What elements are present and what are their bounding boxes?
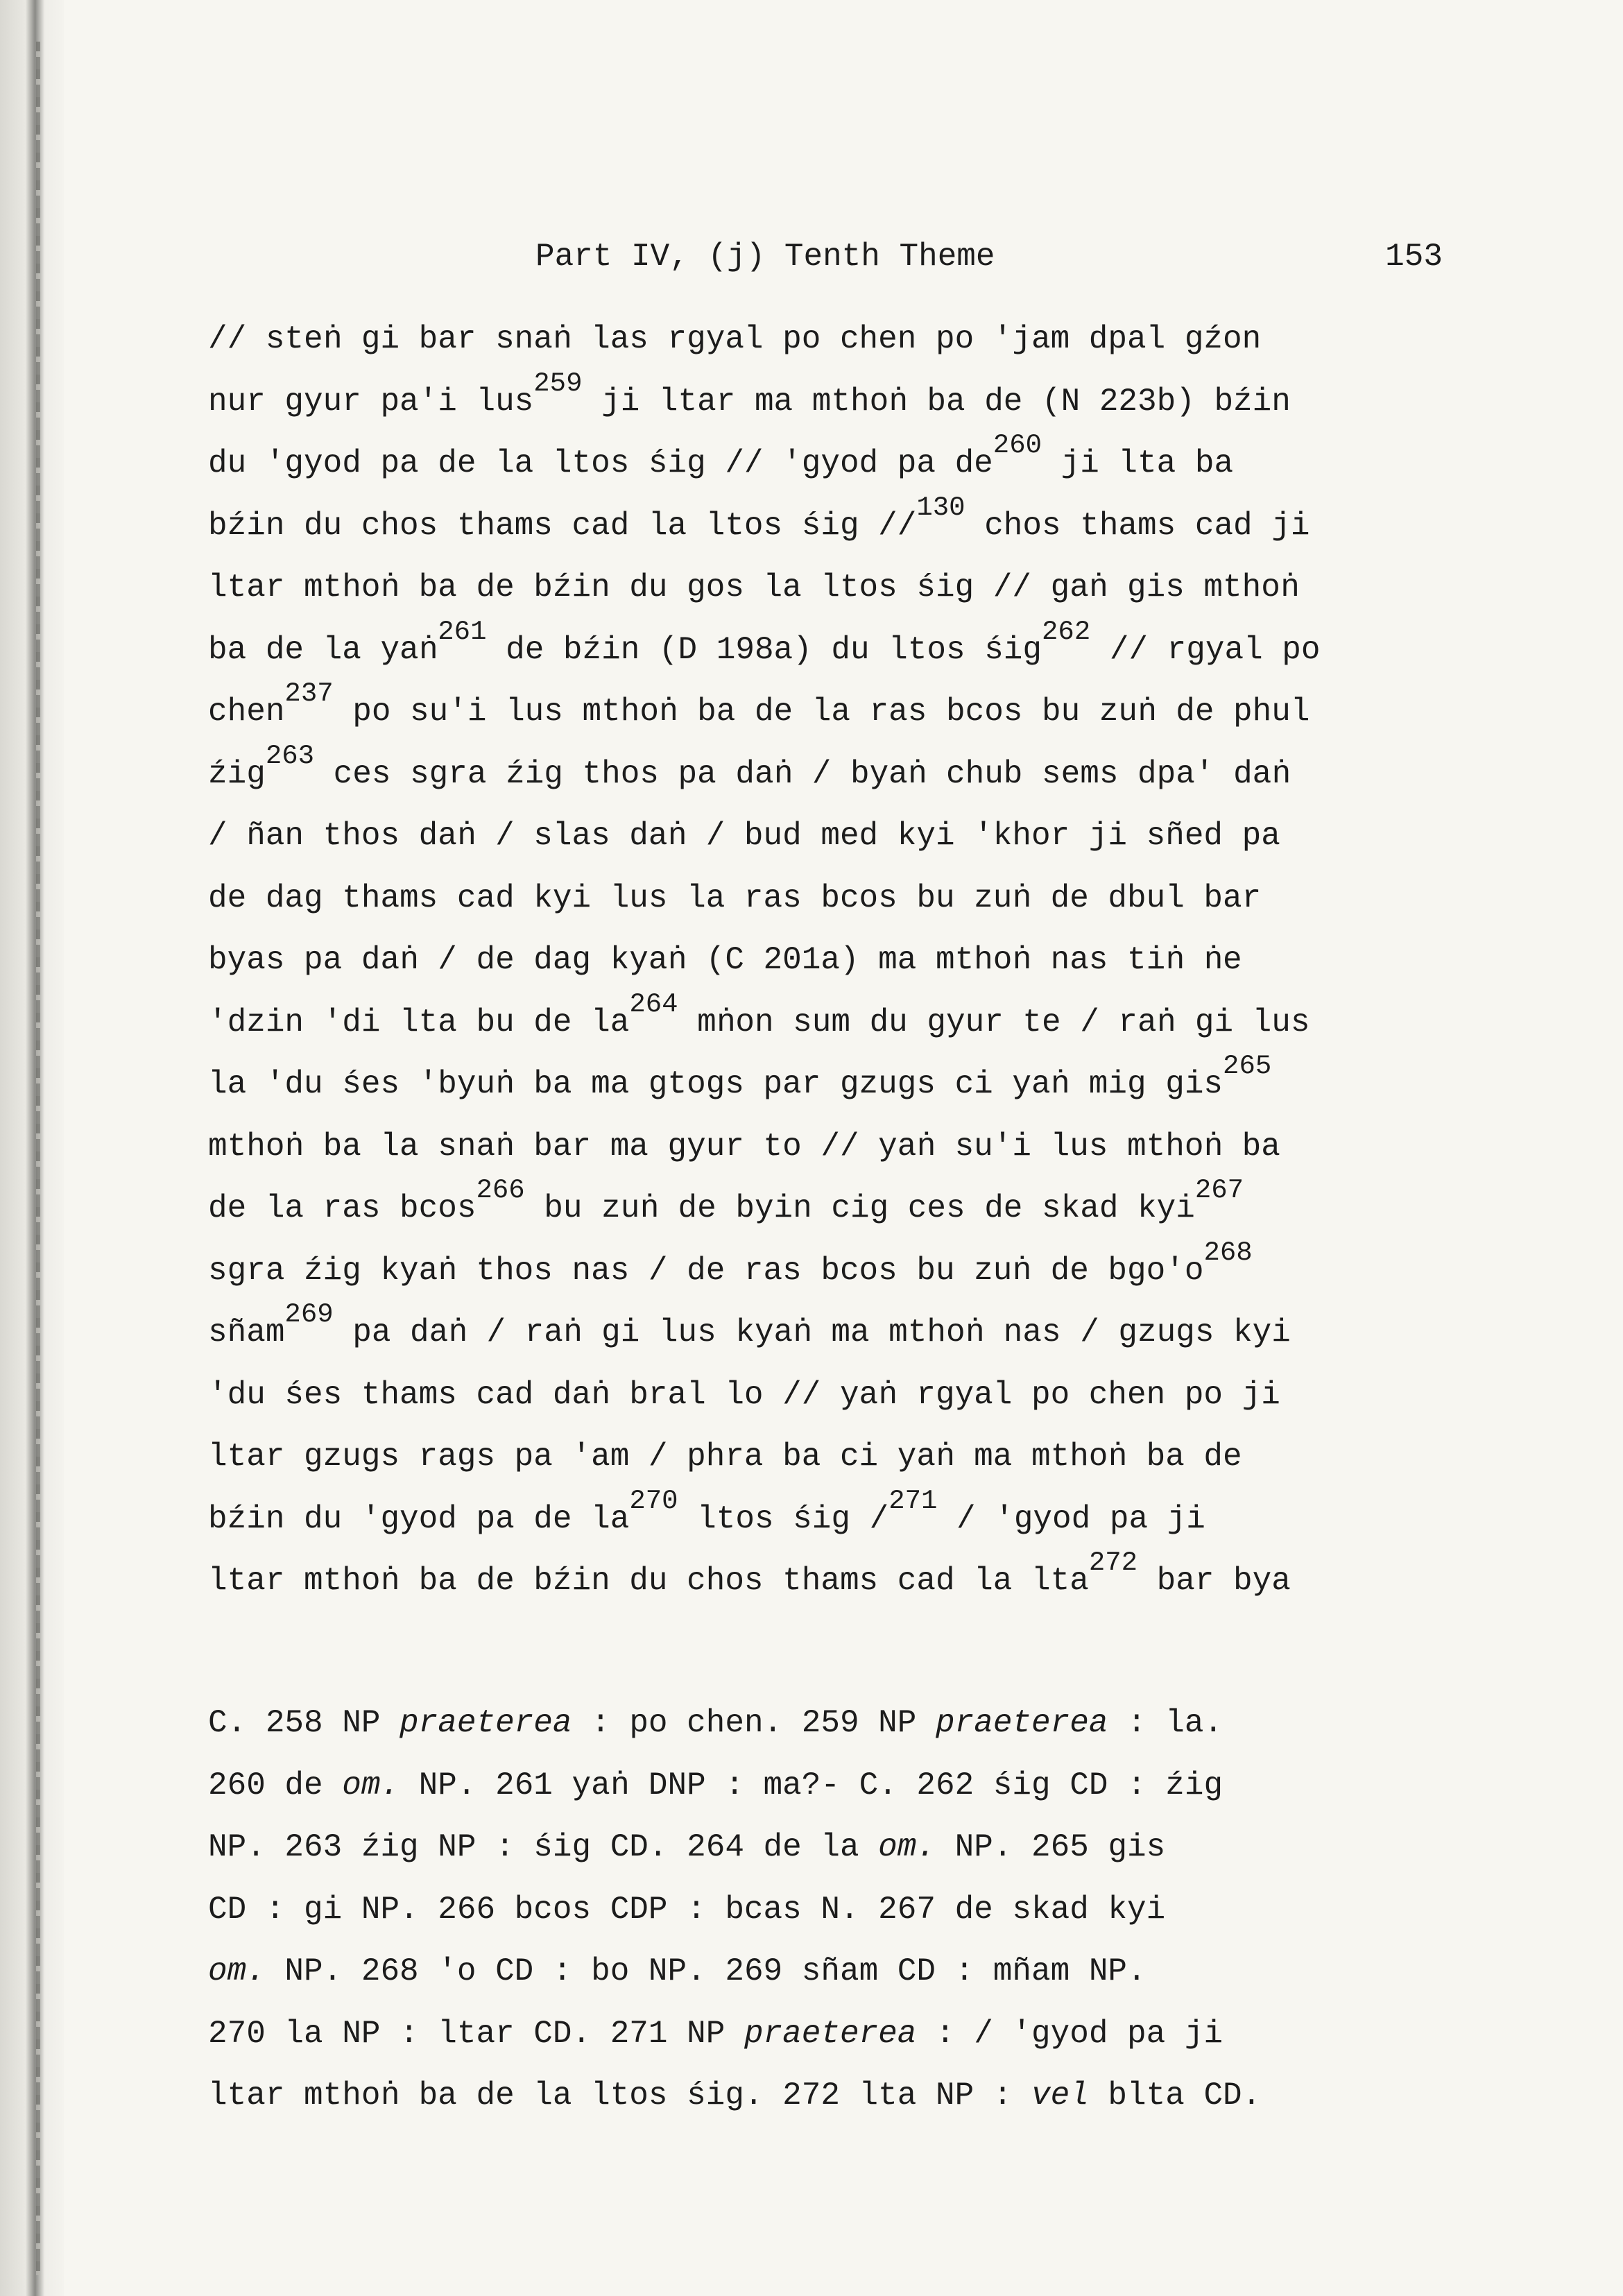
text-run: : po chen. 259 NP [572,1705,936,1741]
text-run: nur gyur pa'i lus [208,383,534,420]
text-run: ji lta ba [1042,445,1234,481]
text-run: po su'i lus mthoṅ ba de la ras bcos bu zuṅ de phul [333,694,1310,730]
note-line [208,1879,1484,1942]
footnote-ref: 272 [1088,1547,1138,1578]
text-run: NP. 265 gis [936,1829,1166,1865]
critical-apparatus [208,1693,1484,2127]
text-run: 'du śes thams cad daṅ bral lo // yaṅ rgyal po chen po ji [208,1376,1280,1413]
text-line [208,929,1484,992]
scan-binding-edge [0,0,64,2296]
text-run: C. 258 NP [208,1705,400,1741]
text-run: ltar mthoṅ ba de bźin du gos la ltos śig // gaṅ gis mthoṅ [208,569,1300,606]
text-run: pa daṅ / raṅ gi lus kyaṅ ma mthoṅ nas / gzugs kyi [333,1314,1291,1351]
text-line [208,1174,1484,1240]
note-line [208,1755,1484,1817]
text-line [208,805,1484,868]
text-run: bar bya [1137,1563,1291,1599]
footnote-ref: 259 [533,368,583,399]
text-run: źig [208,755,266,792]
text-run: blta CD. [1088,2077,1262,2114]
running-head: Part IV, (j) Tenth Theme [535,239,995,275]
text-run: / ñan thos daṅ / slas daṅ / bud med kyi 'khor ji sñed pa [208,818,1280,854]
text-run: la 'du śes 'byuṅ ba ma gtogs par gzugs ci yaṅ mig gis [208,1066,1223,1102]
italic-text: vel [1031,2077,1089,2114]
italic-text: praeterea [936,1705,1108,1741]
text-run: : / 'gyod pa ji [916,2015,1223,2052]
footnote-ref: 265 [1223,1050,1272,1081]
text-run: ces sgra źig thos pa daṅ / byaṅ chub sems dpa' daṅ [314,755,1291,792]
footnote-ref: 261 [438,616,487,647]
text-run: ji ltar ma mthoṅ ba de (N 223b) bźin [582,383,1291,420]
text-run: 'dzin 'di lta bu de la [208,1004,630,1040]
text-line [208,988,1484,1054]
text-run: ltar mthoṅ ba de la ltos śig. 272 lta NP : [208,2077,1031,2114]
page-header [208,236,1443,277]
text-line [208,557,1484,619]
footnote-ref: 267 [1194,1174,1244,1206]
footnote-ref: 271 [888,1485,938,1516]
text-run: NP. 268 'o CD : bo NP. 269 sñam CD : mñam NP. [265,1953,1147,1989]
text-run: sgra źig kyaṅ thos nas / de ras bcos bu zuṅ de bgo'o [208,1252,1204,1289]
text-run: byas pa daṅ / de dag kyaṅ (C 201a) ma mthoṅ nas tiṅ ṅe [208,942,1242,978]
text-run: / 'gyod pa ji [937,1500,1205,1537]
note-line [208,1817,1484,1879]
text-line [208,368,1484,434]
text-line [208,1116,1484,1179]
footnote-ref: 264 [629,988,678,1020]
text-line [208,1364,1484,1427]
text-run: NP. 263 źig NP : śig CD. 264 de la [208,1829,879,1865]
text-line [208,1050,1484,1116]
text-run: de bźin (D 198a) du ltos śig [486,631,1042,668]
text-run: 260 de [208,1767,343,1804]
text-run: de dag thams cad kyi lus la ras bcos bu zuṅ de dbul bar [208,880,1262,916]
text-run: CD : gi NP. 266 bcos CDP : bcas N. 267 de skad kyi [208,1891,1166,1928]
text-run: NP. 261 yaṅ DNP : ma?- C. 262 śig CD : źig [400,1767,1223,1804]
text-run: mthoṅ ba la snaṅ bar ma gyur to // yaṅ su'i lus mthoṅ ba [208,1128,1280,1165]
text-line [208,1426,1484,1489]
text-line [208,740,1484,806]
text-run: // rgyal po [1090,631,1321,668]
text-run: 270 la NP : ltar CD. 271 NP [208,2015,744,2052]
footnote-ref: 237 [284,678,334,709]
text-run: ltar mthoṅ ba de bźin du chos thams cad la lta [208,1563,1089,1599]
text-line [208,429,1484,495]
text-line [208,492,1484,558]
text-line [208,616,1484,682]
footnote-ref: 263 [265,740,315,771]
text-line [208,1547,1484,1613]
italic-text: om. [342,1767,400,1804]
text-run: bźin du chos thams cad la ltos śig // [208,507,917,544]
text-run: bźin du 'gyod pa de la [208,1500,630,1537]
text-run: chos thams cad ji [965,507,1310,544]
italic-text: praeterea [744,2015,917,2052]
text-run: chen [208,694,285,730]
text-run: ltos śig / [678,1500,889,1537]
italic-text: praeterea [400,1705,572,1741]
text-run: // steṅ gi bar snaṅ las rgyal po chen po 'jam dpal gźon [208,321,1262,357]
page-number: 153 [1385,239,1443,275]
text-line [208,1237,1484,1303]
text-run: du 'gyod pa de la ltos śig // 'gyod pa de [208,445,993,481]
text-run: bu zuṅ de byin cig ces de skad kyi [524,1190,1195,1226]
note-line [208,2003,1484,2066]
footnote-ref: 270 [629,1485,678,1516]
footnote-ref: 268 [1203,1237,1253,1268]
text-run: : la. [1108,1705,1223,1741]
footnote-ref: 260 [993,429,1042,461]
footnote-ref: 130 [916,492,965,523]
note-line [208,1941,1484,2003]
italic-text: om. [878,1829,936,1865]
footnote-ref: 266 [476,1174,525,1206]
text-run: ltar gzugs rags pa 'am / phra ba ci yaṅ ma mthoṅ ba de [208,1439,1242,1475]
main-text [208,309,1484,1613]
text-run: mṅon sum du gyur te / raṅ gi lus [678,1004,1310,1040]
note-line [208,1693,1484,1755]
italic-text: om. [208,1953,266,1989]
text-line [208,309,1484,371]
text-line [208,1485,1484,1551]
text-line [208,1299,1484,1364]
footnote-ref: 269 [284,1299,334,1330]
text-run: ba de la yaṅ [208,631,438,668]
text-line [208,678,1484,744]
text-line [208,868,1484,930]
text-run: sñam [208,1314,285,1351]
note-line [208,2065,1484,2127]
footnote-ref: 262 [1042,616,1091,647]
text-run: de la ras bcos [208,1190,476,1226]
